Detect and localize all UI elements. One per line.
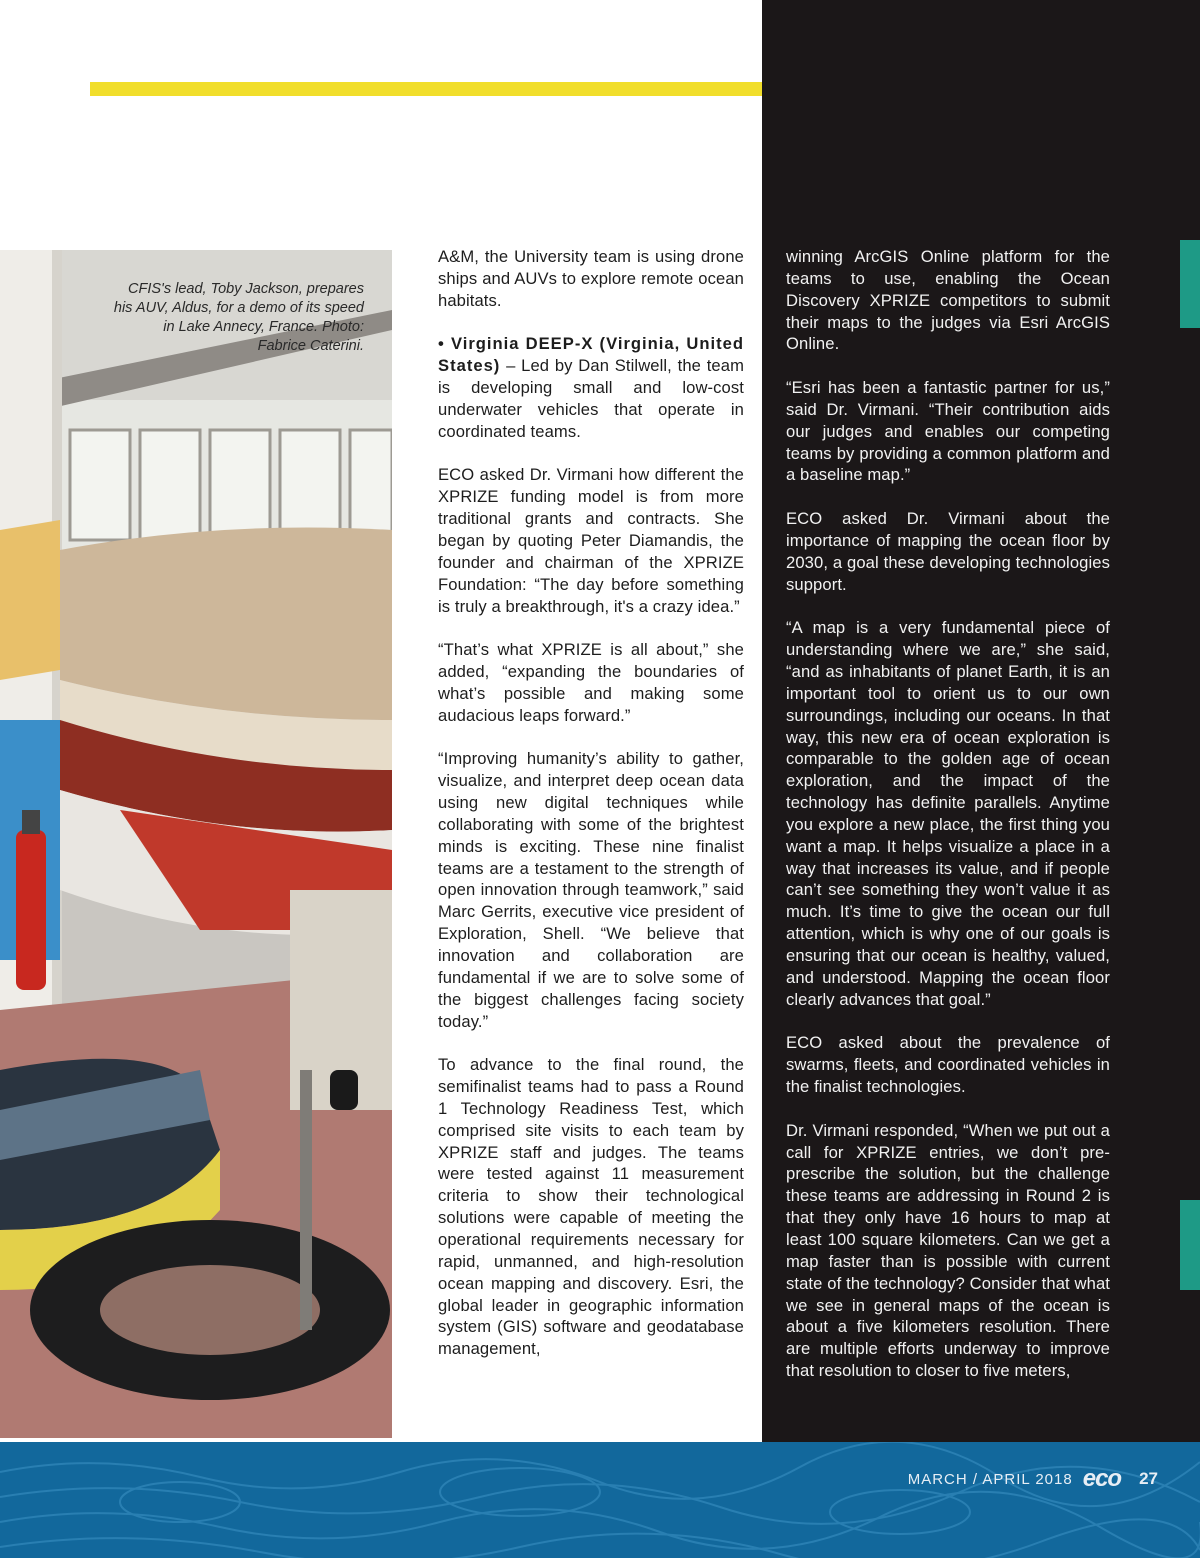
page-edge-tab-bottom	[1180, 1200, 1200, 1290]
paragraph: “A map is a very fundamental piece of understanding where we are,” she said, “and as inhabitants of planet Earth, it is an important tool to orient us to our own surroundings, including our oceans. In that way, this new era of ocean exploration is comparable to the golden age of ocean exploration, and the impact of the technology has definite parallels. Anytime you explore a new place, the first thing you want a map. It helps visualize a place in a way that increases its value, and if people can’t see something they won’t value it as much. It’s time to give the ocean our full attention, which is why one of our goals is ensuring that our ocean is healthy, valued, and understood. Mapping the ocean floor clearly advances that goal.”	[786, 618, 1110, 1009]
page-footer	[0, 1442, 1200, 1558]
team-description: – Led by Dan Stilwell, the team is developing small and low-cost underwater vehicles that operate in coordinated teams.	[438, 356, 744, 441]
article-column-middle	[438, 246, 744, 1382]
paragraph: ECO asked Dr. Virmani how different the XPRIZE funding model is from more traditional grants and contracts. She began by quoting Peter Diamandis, the founder and chairman of the XPRIZE Foundation: “The day before something is truly a breakthrough, it's a crazy idea.”	[438, 465, 744, 616]
footer-folio	[908, 1465, 1158, 1493]
paragraph: ECO asked about the prevalence of swarms, fleets, and coordinated vehicles in the finalist technologies.	[786, 1033, 1110, 1097]
paragraph	[438, 333, 744, 442]
paragraph: “Improving humanity’s ability to gather, visualize, and interpret deep ocean data using new digital techniques while collaborating with some of the brightest minds is exciting. These nine finalist teams are a testament to the strength of open innovation through teamwork,” said Marc Gerrits, executive vice president of Exploration, Shell. “We believe that innovation and collaboration are fundamental if we are to solve some of the biggest challenges facing society today.”	[438, 749, 744, 1031]
photo-caption: CFIS's lead, Toby Jackson, prepares his AUV, Aldus, for a demo of its speed in Lake Annecy, France. Photo: Fabrice Caterini.	[113, 281, 364, 354]
page-number: 27	[1139, 1469, 1158, 1488]
paragraph: A&M, the University team is using drone ships and AUVs to explore remote ocean habitats.	[438, 247, 744, 310]
issue-date: MARCH / APRIL 2018	[907, 1470, 1073, 1488]
paragraph: Dr. Virmani responded, “When we put out a call for XPRIZE entries, we don’t pre-prescribe the solution, but the challenge these teams are addressing in Round 2 is that they only have 16 hours to map at least 100 square kilometers. Can we get a map faster than is possible with current state of the technology? Consider that what we see in general maps of the ocean is about a five kilometers resolution. There are multiple efforts underway to improve that resolution to closer to five meters,	[786, 1120, 1110, 1381]
topographic-pattern	[0, 1442, 1200, 1558]
magazine-logo: eco	[1082, 1465, 1122, 1492]
paragraph: “That’s what XPRIZE is all about,” she added, “expanding the boundaries of what’s possible and making some audacious leaps forward.”	[438, 640, 744, 725]
article-column-right	[786, 246, 1110, 1404]
page-edge-tab-top	[1180, 240, 1200, 328]
article-photo	[0, 250, 392, 1438]
accent-rule	[90, 82, 762, 96]
paragraph: To advance to the final round, the semifinalist teams had to pass a Round 1 Technology Readiness Test, which comprised site visits to each team by XPRIZE staff and judges. The teams were tested against 11 measurement criteria to show their technological solutions were capable of meeting the operational requirements necessary for rapid, unmanned, and high-resolution ocean mapping and discovery. Esri, the global leader in geographic information system (GIS) software and geodatabase management,	[438, 1055, 744, 1359]
paragraph: winning ArcGIS Online platform for the teams to use, enabling the Ocean Discovery XPRIZE competitors to submit their maps to the judges via Esri ArcGIS Online.	[786, 247, 1110, 354]
team-name-label: • Virginia DEEP-X (Virginia, United States)	[438, 334, 744, 376]
paragraph: ECO asked Dr. Virmani about the importance of mapping the ocean floor by 2030, a goal these developing technologies support.	[786, 509, 1110, 594]
paragraph: “Esri has been a fantastic partner for us,” said Dr. Virmani. “Their contribution aids our judges and enables our competing teams by providing a common platform and a baseline map.”	[786, 378, 1110, 485]
